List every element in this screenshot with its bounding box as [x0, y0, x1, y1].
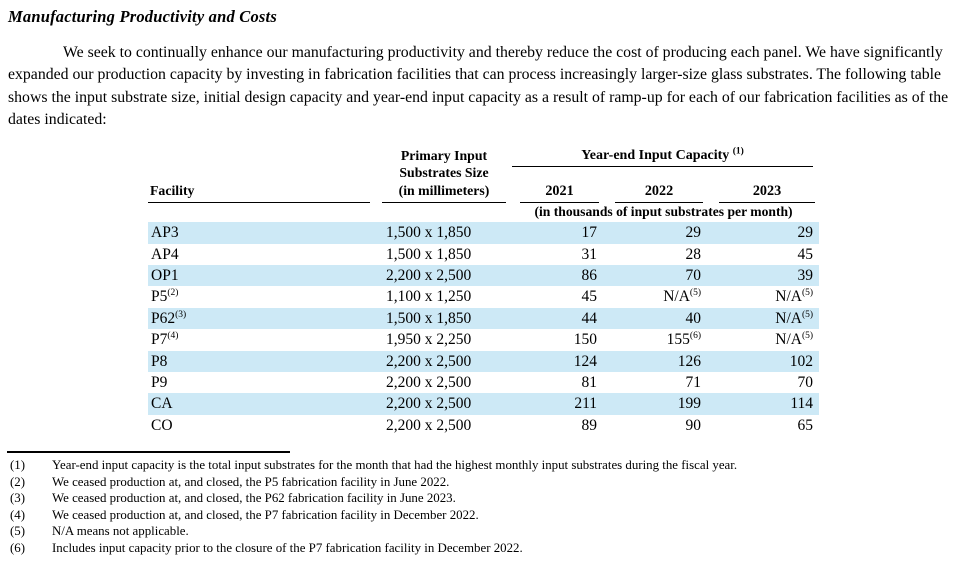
substrate-size-value: 1,500 x 1,850: [386, 245, 472, 263]
capacity-value-2022: 126: [677, 352, 701, 370]
facility-name: P7: [151, 331, 168, 349]
facility-footnote-ref: (4): [167, 331, 179, 341]
capacity-value-2023: 114: [790, 395, 814, 413]
capacity-value-2023: 39: [797, 266, 814, 284]
table-row: [148, 329, 819, 350]
value-footnote-ref: (5): [689, 288, 701, 299]
year-header-2023: 2023: [707, 175, 819, 203]
capacity-table-body: [148, 222, 819, 436]
substrate-size-value: 2,200 x 2,500: [386, 352, 472, 370]
facility-name: P5: [151, 288, 168, 306]
footnote-text: We ceased production at, and closed, the P5 fabrication facility in June 2022.: [52, 474, 450, 489]
size-header-line-3: (in millimeters): [382, 182, 506, 204]
table-row: [148, 265, 819, 286]
size-header-line-2: Substrates Size: [399, 165, 489, 181]
table-row: [148, 415, 819, 436]
capacity-value-2022: 71: [685, 373, 701, 391]
facility-name: P9: [151, 373, 168, 391]
substrate-size-value: 1,500 x 1,850: [386, 309, 472, 327]
footnotes: [10, 457, 960, 556]
capacity-value-2023: 70: [797, 373, 814, 391]
substrate-size-column-header: [380, 147, 508, 204]
footnote: [10, 507, 960, 524]
units-note: (in thousands of input substrates per month): [534, 204, 793, 220]
footnote: [10, 523, 960, 540]
footnote-number: (2): [10, 474, 26, 489]
capacity-value-2021: 44: [581, 309, 597, 327]
capacity-value-2021: 45: [581, 288, 597, 306]
footnote-number: (6): [10, 540, 26, 555]
facility-name: P8: [151, 352, 168, 370]
capacity-value-2021: 211: [574, 395, 597, 413]
footnote-text: N/A means not applicable.: [52, 524, 189, 539]
footnote: [10, 474, 960, 491]
footnote-text: We ceased production at, and closed, the P7 fabrication facility in December 2022.: [52, 507, 479, 522]
footnote-text: Includes input capacity prior to the closure of the P7 fabrication facility in December 2022.: [52, 540, 523, 555]
capacity-value-2022: N/A$^{(5)}$: [663, 288, 701, 306]
footnote-number: (4): [10, 507, 26, 522]
size-header-line-1: Primary Input: [400, 147, 488, 163]
table-row: [148, 372, 819, 393]
substrate-size-value: 2,200 x 2,500: [386, 416, 472, 434]
capacity-table: [148, 147, 819, 437]
value-footnote-ref: (5): [801, 309, 814, 320]
value-footnote-ref: (5): [801, 288, 814, 299]
footnote: [10, 540, 960, 557]
table-row: [148, 286, 819, 307]
facility-footnote-ref: (3): [175, 309, 187, 320]
capacity-value-2022: 28: [685, 245, 701, 263]
capacity-table-header: [148, 147, 819, 223]
table-row: [148, 222, 819, 243]
capacity-value-2021: 81: [581, 373, 597, 391]
capacity-value-2021: 17: [581, 224, 597, 242]
intro-paragraph: We seek to continually enhance our manufacturing productivity and thereby reduce the cost of producing each panel. We have significantly expanded our production capacity by investing in fabrication facilities that can process increasingly larger-size glass substrates. The following table shows the input substrate size, initial design capacity and year-end input capacity as a result of ramp-up for each of our fabrication facilities as of the dates indicated:: [8, 44, 949, 129]
facility-name: AP4: [151, 245, 179, 263]
year-header-2021: 2021: [508, 175, 603, 203]
table-row: [148, 393, 819, 414]
capacity-value-2022: 40: [685, 309, 701, 327]
substrate-size-value: 2,200 x 2,500: [386, 395, 472, 413]
substrate-size-value: 1,500 x 1,850: [386, 224, 472, 242]
capacity-value-2022: 199: [677, 395, 701, 413]
substrate-size-value: 1,950 x 2,250: [386, 331, 472, 349]
footnote-number: (3): [10, 491, 26, 506]
capacity-value-2023: N/A$^{(5)}$: [775, 331, 814, 349]
capacity-value-2023: 65: [797, 416, 814, 434]
capacity-header-label: Year-end Input Capacity: [581, 147, 730, 163]
facility-name: AP3: [151, 224, 179, 242]
capacity-value-2023: 29: [797, 224, 814, 242]
capacity-value-2023: N/A$^{(5)}$: [775, 309, 814, 327]
table-row: [148, 244, 819, 265]
document-page: [0, 7, 960, 556]
footnote-separator-rule: [7, 451, 290, 453]
capacity-value-2021: 124: [573, 352, 597, 370]
facility-name: CA: [151, 395, 173, 413]
capacity-value-2021: 150: [573, 331, 597, 349]
year-header-2022: 2022: [603, 175, 707, 203]
capacity-value-2022: 70: [685, 266, 701, 284]
substrate-size-value: 2,200 x 2,500: [386, 266, 472, 284]
capacity-value-2023: 45: [797, 245, 814, 263]
capacity-value-2022: 90: [685, 416, 701, 434]
facility-name: CO: [151, 416, 173, 434]
section-title: Manufacturing Productivity and Costs: [8, 7, 277, 26]
facility-footnote-ref: (2): [167, 288, 179, 299]
year-end-capacity-group-header: [508, 147, 819, 175]
capacity-value-2021: 86: [581, 266, 597, 284]
capacity-value-2022: 155$^{(6)}$: [666, 331, 701, 349]
capacity-value-2021: 31: [581, 245, 597, 263]
substrate-size-value: 1,100 x 1,250: [386, 288, 472, 306]
footnote: [10, 490, 960, 507]
substrate-size-value: 2,200 x 2,500: [386, 373, 472, 391]
footnote-text: We ceased production at, and closed, the P62 fabrication facility in June 2023.: [52, 491, 456, 506]
table-row: [148, 308, 819, 329]
value-footnote-ref: (6): [689, 331, 701, 341]
capacity-value-2022: 29: [685, 224, 701, 242]
footnote-number: (5): [10, 524, 26, 539]
facility-header-label: Facility: [148, 183, 370, 203]
footnote: [10, 457, 960, 474]
table-row: [148, 351, 819, 372]
footnote-text: Year-end input capacity is the total input substrates for the month that had the highest monthly input substrates during the fiscal year.: [52, 458, 738, 473]
capacity-value-2021: 89: [581, 416, 597, 434]
capacity-header-footnote-ref: (1): [732, 145, 744, 156]
capacity-value-2023: 102: [789, 352, 814, 370]
facility-name: P62: [151, 309, 176, 327]
capacity-value-2023: N/A$^{(5)}$: [775, 288, 814, 306]
footnote-number: (1): [10, 458, 26, 473]
facility-column-header: [148, 147, 380, 204]
facility-name: OP1: [151, 266, 179, 284]
value-footnote-ref: (5): [801, 331, 814, 341]
